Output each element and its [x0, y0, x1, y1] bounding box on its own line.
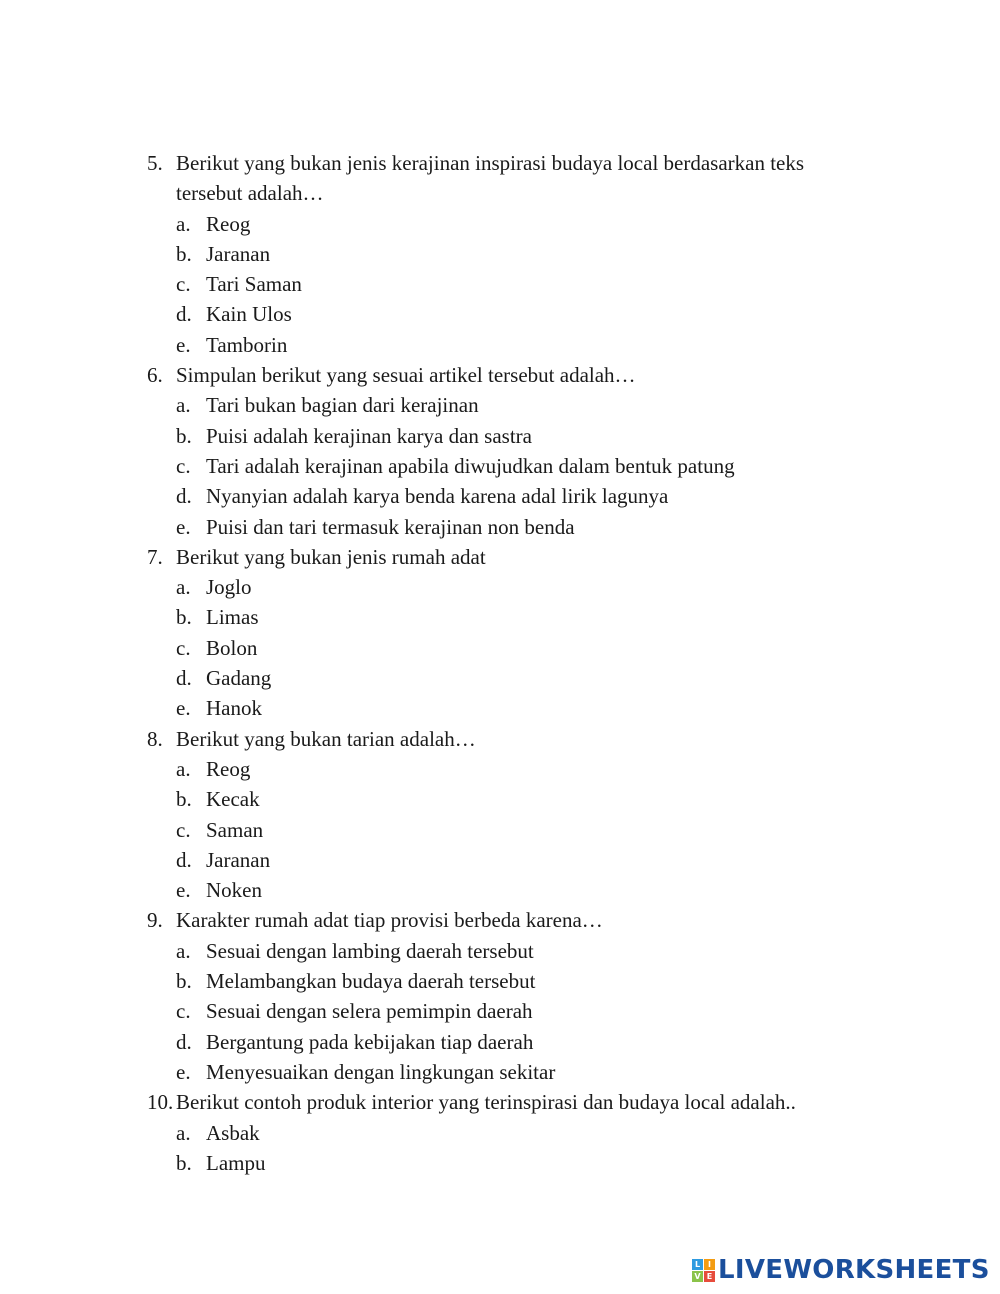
option-8d — [0, 845, 1000, 875]
option-9e — [0, 1057, 1000, 1087]
option-letter: d. — [176, 847, 192, 872]
option-5c — [0, 269, 1000, 299]
option-text: Reog — [206, 211, 251, 236]
option-text: Nyanyian adalah karya benda karena adal lirik lagunya — [206, 484, 669, 509]
option-text: Melambangkan budaya daerah tersebut — [206, 969, 536, 994]
question-9 — [0, 905, 1000, 1087]
option-letter: a. — [176, 1120, 191, 1145]
option-8a — [0, 754, 1000, 784]
option-text: Hanok — [206, 696, 262, 721]
option-letter: a. — [176, 938, 191, 963]
question-10 — [0, 1087, 1000, 1178]
option-6b — [0, 421, 1000, 451]
option-5d — [0, 299, 1000, 329]
option-letter: d. — [176, 1029, 192, 1054]
option-text: Gadang — [206, 666, 272, 691]
option-letter: b. — [176, 241, 192, 266]
question-text: Berikut yang bukan jenis kerajinan inspirasi budaya local berdasarkan teks — [176, 151, 805, 175]
option-text: Puisi dan tari termasuk kerajinan non benda — [206, 514, 575, 539]
option-6d — [0, 481, 1000, 511]
option-text: Kecak — [206, 787, 260, 812]
logo-mark-icon — [692, 1259, 715, 1282]
question-text: Berikut contoh produk interior yang terinspirasi dan budaya local adalah.. — [176, 1090, 796, 1115]
option-letter: a. — [176, 393, 191, 418]
option-9c — [0, 996, 1000, 1026]
question-text: Berikut yang bukan jenis rumah adat — [176, 544, 486, 569]
option-text: Asbak — [206, 1120, 260, 1145]
option-text: Sesuai dengan lambing daerah tersebut — [206, 938, 534, 963]
question-text-continued: tersebut adalah… — [176, 181, 324, 206]
option-text: Jaranan — [206, 847, 271, 872]
option-letter: e. — [176, 878, 191, 903]
option-text: Tari bukan bagian dari kerajinan — [206, 393, 479, 418]
option-text: Menyesuaikan dengan lingkungan sekitar — [206, 1059, 556, 1084]
question-number: 6. — [147, 363, 163, 388]
question-number: 9. — [147, 908, 163, 933]
worksheet — [0, 148, 1000, 1178]
logo-text: LIVEWORKSHEETS — [718, 1255, 990, 1285]
option-text: Kain Ulos — [206, 302, 292, 327]
liveworksheets-logo — [692, 1253, 990, 1287]
option-10a — [0, 1118, 1000, 1148]
option-letter: e. — [176, 332, 191, 357]
option-letter: e. — [176, 696, 191, 721]
question-5 — [0, 148, 1000, 360]
question-number: 5. — [147, 151, 163, 175]
option-7c — [0, 633, 1000, 663]
logo-mark-letter: L — [692, 1259, 703, 1270]
option-5a — [0, 209, 1000, 239]
option-text: Reog — [206, 756, 251, 781]
option-9a — [0, 936, 1000, 966]
option-text: Noken — [206, 878, 262, 903]
option-7a — [0, 572, 1000, 602]
option-letter: c. — [176, 999, 191, 1024]
question-text: Berikut yang bukan tarian adalah… — [176, 726, 476, 751]
option-8c — [0, 815, 1000, 845]
option-text: Bergantung pada kebijakan tiap daerah — [206, 1029, 534, 1054]
option-text: Puisi adalah kerajinan karya dan sastra — [206, 423, 532, 448]
option-7e — [0, 693, 1000, 723]
question-7 — [0, 542, 1000, 724]
option-letter: b. — [176, 787, 192, 812]
option-letter: c. — [176, 635, 191, 660]
logo-mark-letter: E — [704, 1271, 715, 1282]
question-number: 8. — [147, 726, 163, 751]
option-letter: b. — [176, 1150, 192, 1175]
option-text: Jaranan — [206, 241, 271, 266]
option-text: Saman — [206, 817, 264, 842]
question-8 — [0, 724, 1000, 906]
option-6c — [0, 451, 1000, 481]
option-text: Sesuai dengan selera pemimpin daerah — [206, 999, 533, 1024]
question-6 — [0, 360, 1000, 542]
option-letter: e. — [176, 514, 191, 539]
option-text: Limas — [206, 605, 259, 630]
option-5e — [0, 330, 1000, 360]
option-text: Joglo — [206, 575, 252, 600]
option-letter: c. — [176, 272, 191, 297]
logo-mark-letter: V — [692, 1271, 703, 1282]
option-text: Bolon — [206, 635, 258, 660]
option-letter: d. — [176, 484, 192, 509]
option-10b — [0, 1148, 1000, 1178]
option-7d — [0, 663, 1000, 693]
option-7b — [0, 602, 1000, 632]
option-6e — [0, 512, 1000, 542]
option-letter: a. — [176, 211, 191, 236]
option-letter: a. — [176, 575, 191, 600]
option-letter: c. — [176, 453, 191, 478]
question-text: Karakter rumah adat tiap provisi berbeda karena… — [176, 908, 603, 933]
option-5b — [0, 239, 1000, 269]
option-letter: d. — [176, 666, 192, 691]
option-text: Lampu — [206, 1150, 266, 1175]
option-letter: b. — [176, 969, 192, 994]
option-6a — [0, 390, 1000, 420]
option-letter: d. — [176, 302, 192, 327]
option-9d — [0, 1027, 1000, 1057]
option-letter: a. — [176, 756, 191, 781]
logo-mark-letter: I — [704, 1259, 715, 1270]
option-text: Tamborin — [206, 332, 288, 357]
option-9b — [0, 966, 1000, 996]
option-letter: b. — [176, 423, 192, 448]
option-text: Tari Saman — [206, 272, 302, 297]
question-number: 10. — [147, 1090, 174, 1115]
question-number: 7. — [147, 544, 163, 569]
option-letter: c. — [176, 817, 191, 842]
option-text: Tari adalah kerajinan apabila diwujudkan dalam bentuk patung — [206, 453, 735, 478]
option-8e — [0, 875, 1000, 905]
option-letter: e. — [176, 1059, 191, 1084]
option-8b — [0, 784, 1000, 814]
question-text: Simpulan berikut yang sesuai artikel tersebut adalah… — [176, 363, 636, 388]
option-letter: b. — [176, 605, 192, 630]
